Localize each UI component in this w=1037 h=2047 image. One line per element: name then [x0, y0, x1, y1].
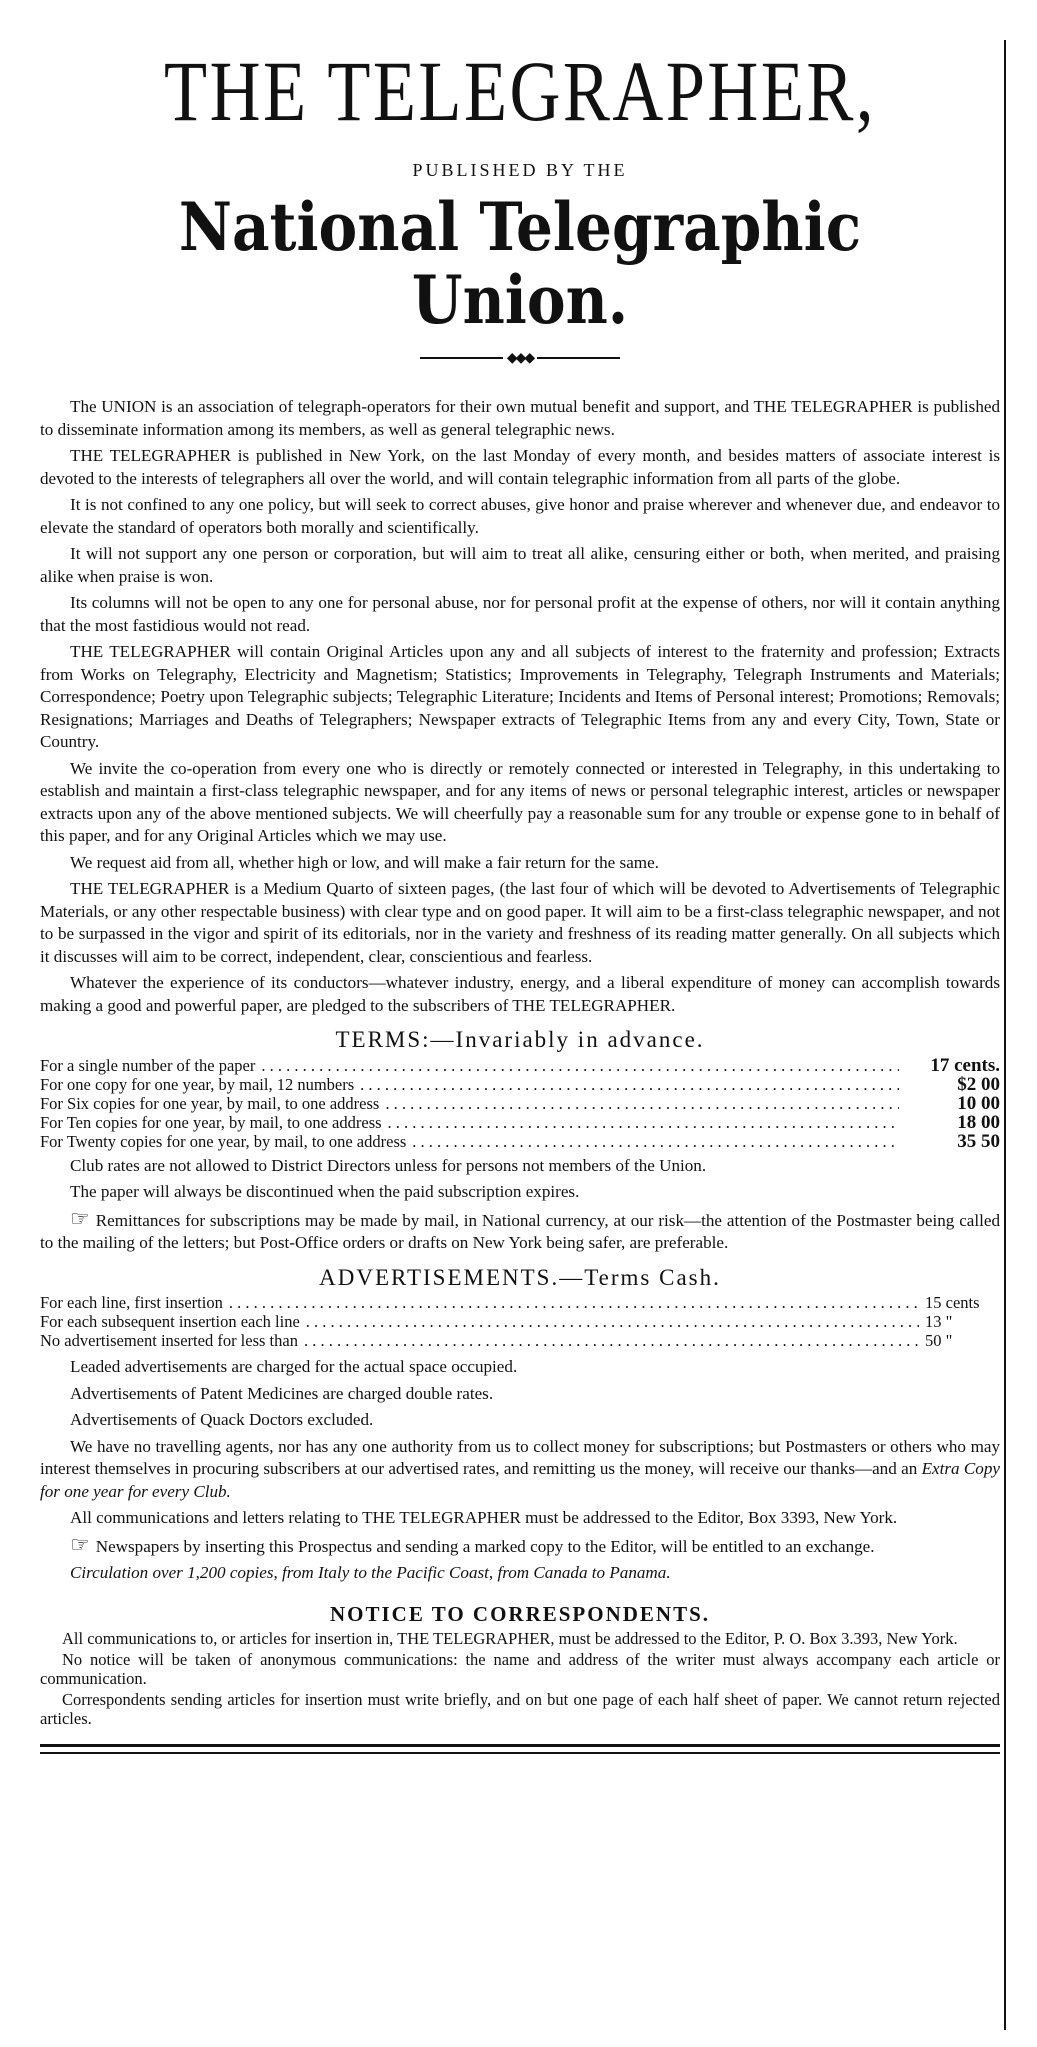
notice-section	[40, 1629, 1000, 1728]
notice-item: No notice will be taken of anonymous communications: the name and address of the writer must always accompany each article or communication.	[40, 1650, 1000, 1689]
notice-item: All communications to, or articles for insertion in, THE TELEGRAPHER, must be addressed to the Editor, P. O. Box 3.393, New York.	[62, 1629, 958, 1649]
closing-rules	[40, 1744, 1000, 1754]
notice-item: Correspondents sending articles for insertion must write briefly, and on but one page of each half sheet of paper. We cannot return rejected articles.	[40, 1690, 1000, 1729]
advertisements-heading: ADVERTISEMENTS.—Terms Cash.	[319, 1264, 721, 1290]
rate-row: For each subsequent insertion each line . . . 13 "	[40, 1312, 1000, 1331]
right-border-rule	[1004, 40, 1006, 2030]
ornament-divider: ◆◆◆	[420, 350, 620, 366]
masthead-title: THE TELEGRAPHER,	[164, 43, 876, 139]
paragraph: We request aid from all, whether high or low, and will make a fair return for the same.	[70, 852, 659, 872]
notice-heading: NOTICE TO CORRESPONDENTS.	[329, 1601, 711, 1626]
terms-rates	[40, 1056, 1000, 1151]
adv-note: Advertisements of Quack Doctors excluded.	[70, 1410, 374, 1430]
paragraph: We invite the co-operation from every one who is directly or remotely connected or interested in Telegraphy, in this undertaking to establish and maintain a first-class telegraphic newspaper, and for any items of news or personal telegraphic interest, articles or newspaper extracts upon any of the above mentioned subjects. We will cheerfully pay a reasonable sum for any trouble or expense gone to in behalf of this paper, and for any Original Articles which we may use.	[40, 758, 1000, 846]
union-name: National Telegraphic Union.	[178, 188, 862, 339]
communications-note: All communications and letters relating to THE TELEGRAPHER must be addressed to the Editor, Box 3393, New York.	[70, 1508, 898, 1528]
rate-row: No advertisement inserted for less than . . . 50 "	[40, 1331, 1000, 1350]
paragraph: THE TELEGRAPHER is published in New York, on the last Monday of every month, and besides matters of associate interest is devoted to the interests of telegraphers all over the world, and will contain telegraphic information from all parts of the globe.	[40, 446, 1000, 488]
paragraph: It is not confined to any one policy, but will seek to correct abuses, give honor and praise wherever and whenever due, and endeavor to elevate the standard of operators both morally and scientifically.	[40, 495, 1000, 537]
published-by-line: PUBLISHED BY THE	[412, 160, 628, 180]
rate-row: For Ten copies for one year, by mail, to one address . . . 18 00	[40, 1113, 1000, 1132]
adv-note: Advertisements of Patent Medicines are charged double rates.	[70, 1383, 494, 1403]
adv-note: Leaded advertisements are charged for the actual space occupied.	[70, 1357, 518, 1377]
paragraph: The UNION is an association of telegraph-operators for their own mutual benefit and support, and THE TELEGRAPHER is published to disseminate information among its members, as well as general telegraphic news.	[40, 397, 1000, 439]
prospectus-body	[40, 396, 1000, 1754]
paragraph: It will not support any one person or corporation, but will aim to treat all alike, censuring either or both, when merited, and praising alike when praise is won.	[40, 544, 1000, 586]
terms-note: Club rates are not allowed to District Directors unless for persons not members of the Union.	[70, 1155, 707, 1175]
rate-row: For a single number of the paper . . . 17 cents.	[40, 1056, 1000, 1075]
remittance-note: ☞ Remittances for subscriptions may be made by mail, in National currency, at our risk—the attention of the Postmaster being called to the mailing of the letters; but Post-Office orders or drafts on New York being safer, are preferable.	[40, 1208, 1000, 1255]
agents-note: We have no travelling agents, nor has any one authority from us to collect money for subscriptions; but Postmasters or others who may interest themselves in procuring subscribers at our advertised rates, and remitting us the money, will receive our thanks—and an Extra Copy for one year for every Club.	[40, 1436, 1000, 1501]
terms-heading: TERMS:—Invariably in advance.	[335, 1027, 705, 1053]
terms-note: The paper will always be discontinued when the paid subscription expires.	[70, 1182, 580, 1202]
rate-row: For Six copies for one year, by mail, to one address . . . 10 00	[40, 1094, 1000, 1113]
paragraph: Its columns will not be open to any one for personal abuse, nor for personal profit at the expense of others, nor will it contain anything that the most fastidious would not read.	[40, 593, 1000, 635]
exchange-note: ☞ Newspapers by inserting this Prospectus and sending a marked copy to the Editor, will be entitled to an exchange.	[40, 1534, 1000, 1559]
rate-row: For each line, first insertion . . . 15 cents	[40, 1293, 1000, 1312]
paragraph: Whatever the experience of its conductors—whatever industry, energy, and a liberal expenditure of money can accomplish towards making a good and powerful paper, are pledged to the subscribers of THE TELEGRAPHER.	[40, 973, 1000, 1015]
advertisement-rates	[40, 1293, 1000, 1350]
paragraph: THE TELEGRAPHER is a Medium Quarto of sixteen pages, (the last four of which will be devoted to Advertisements of Telegraphic Materials, or any other respectable business) with clear type and on good paper. It will aim to be a first-class telegraphic newspaper, and not to be surpassed in the vigor and spirit of its editorials, nor in the variety and freshness of its reading matter generally. On all subjects which it discusses will aim to be correct, independent, clear, conscientious and fearless.	[40, 879, 1000, 966]
circulation-note: Circulation over 1,200 copies, from Italy to the Pacific Coast, from Canada to Panama.	[70, 1563, 671, 1583]
prospectus-page	[40, 20, 1000, 2025]
rate-row: For Twenty copies for one year, by mail, to one address . . . 35 50	[40, 1132, 1000, 1151]
paragraph: THE TELEGRAPHER will contain Original Articles upon any and all subjects of interest to the fraternity and profession; Extracts from Works on Telegraphy, Electricity and Magnetism; Statistics; Improvements in Telegraphy, Telegraph Instruments and Materials; Correspondence; Poetry upon Telegraphic subjects; Telegraphic Literature; Incidents and Items of Personal interest; Promotions; Removals; Resignations; Marriages and Deaths of Telegraphers; Newspaper extracts of Telegraphic Items from any and every City, Town, State or Country.	[40, 642, 1000, 752]
rate-row: For one copy for one year, by mail, 12 numbers . . . $2 00	[40, 1075, 1000, 1094]
